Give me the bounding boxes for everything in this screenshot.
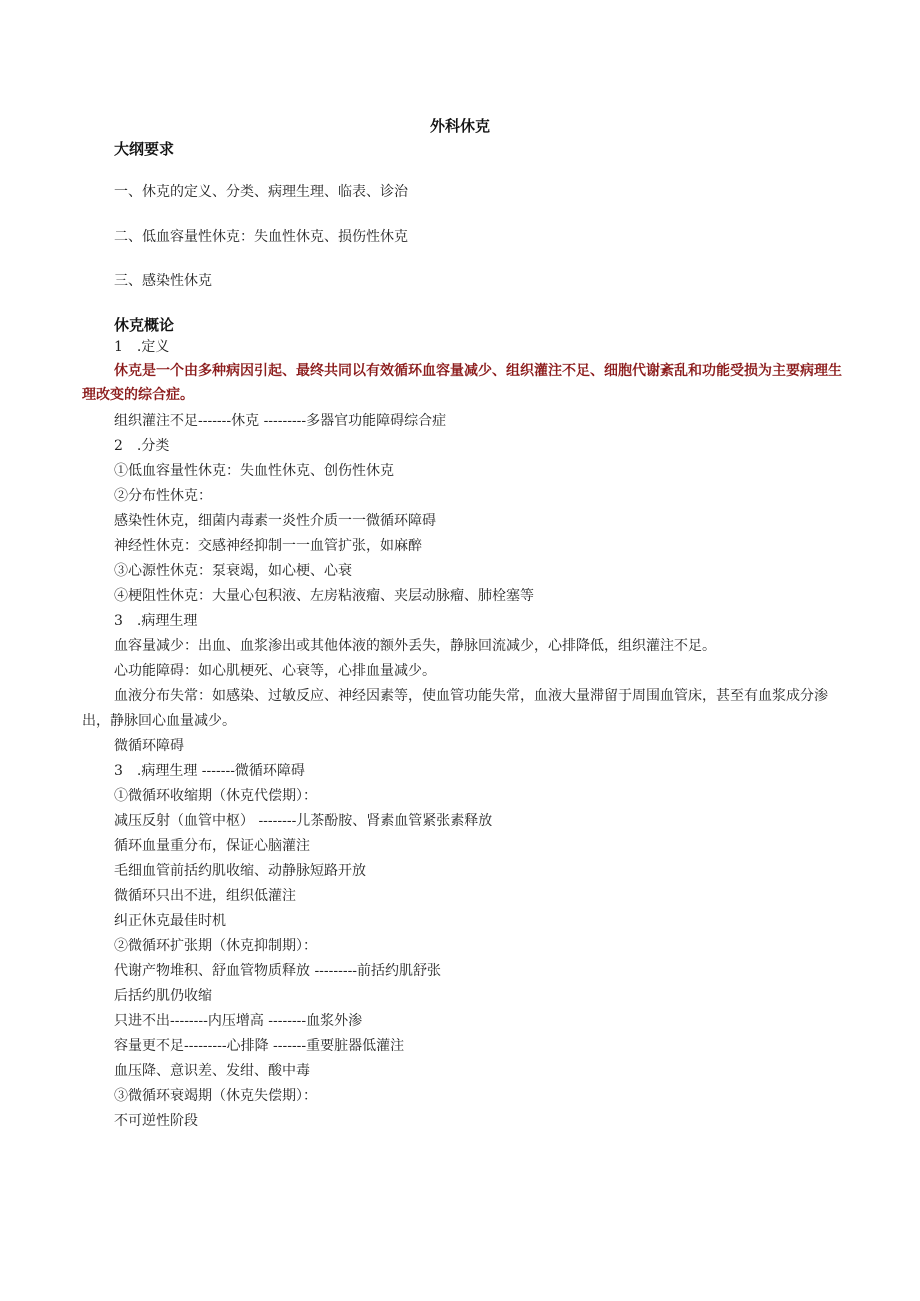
text-line: 循环血量重分布，保证心脑灌注: [114, 838, 310, 854]
text-line: ①低血容量性休克：失血性休克、创伤性休克: [114, 463, 394, 479]
section-label: 1 .定义: [114, 339, 170, 355]
text-paragraph: 血液分布失常：如感染、过敏反应、神经因素等，使血管功能失常，血液大量滞留于周围血管床，甚至有血浆成分渗出，静脉回心血量减少。: [82, 688, 828, 729]
text-line: ③微循环衰竭期（休克失偿期）：: [114, 1088, 317, 1104]
section-label: 3 .病理生理 -------微循环障碍: [114, 763, 305, 779]
text-line: 减压反射（血管中枢） --------儿茶酚胺、肾素血管紧张素释放: [114, 813, 493, 829]
text-line: 代谢产物堆积、舒血管物质释放 ---------前括约肌舒张: [114, 963, 442, 979]
section-label: 2 .分类: [114, 438, 170, 454]
definition-text: 休克是一个由多种病因引起、最终共同以有效循环血容量减少、组织灌注不足、细胞代谢紊乱和功能受损为主要病理生理改变的综合症。: [82, 363, 842, 403]
overview-heading: 休克概论: [114, 316, 175, 334]
text-line: 纠正休克最佳时机: [114, 913, 226, 929]
syllabus-item: 三、感染性休克: [114, 273, 212, 289]
text-line: 毛细血管前括约肌收缩、动静脉短路开放: [114, 863, 366, 879]
text-line: 只进不出--------内压增高 --------血浆外渗: [114, 1013, 363, 1029]
section-label: 3 .病理生理: [114, 613, 198, 629]
text-line: 后括约肌仍收缩: [114, 988, 212, 1004]
syllabus-item: 一、休克的定义、分类、病理生理、临表、诊治: [114, 184, 408, 200]
text-line: ②分布性休克：: [114, 488, 212, 504]
text-line: 微循环障碍: [114, 738, 184, 754]
text-line: ②微循环扩张期（休克抑制期）：: [114, 938, 317, 954]
syllabus-heading: 大纲要求: [114, 140, 175, 158]
text-line: 组织灌注不足-------休克 ---------多器官功能障碍综合症: [114, 413, 447, 429]
syllabus-item: 二、低血容量性休克：失血性休克、损伤性休克: [114, 229, 408, 245]
text-line: 心功能障碍：如心肌梗死、心衰等，心排血量减少。: [114, 663, 436, 679]
text-line: 血容量减少：出血、血浆渗出或其他体液的额外丢失，静脉回流减少，心排降低，组织灌注不足。: [114, 638, 716, 654]
text-line: ④梗阻性休克：大量心包积液、左房粘液瘤、夹层动脉瘤、肺栓塞等: [114, 588, 534, 604]
text-line: ③心源性休克：泵衰竭，如心梗、心衰: [114, 563, 352, 579]
text-line: 容量更不足---------心排降 -------重要脏器低灌注: [114, 1038, 405, 1054]
text-line: 不可逆性阶段: [114, 1113, 198, 1129]
text-line: 微循环只出不进，组织低灌注: [114, 888, 296, 904]
text-line: 感染性休克，细菌内毒素一炎性介质一一微循环障碍: [114, 513, 436, 529]
text-line: ①微循环收缩期（休克代偿期）：: [114, 788, 317, 804]
document-title: 外科休克: [429, 117, 490, 135]
text-line: 血压降、意识差、发绀、酸中毒: [114, 1063, 310, 1079]
text-line: 神经性休克：交感神经抑制一一血管扩张，如麻醉: [114, 538, 422, 554]
